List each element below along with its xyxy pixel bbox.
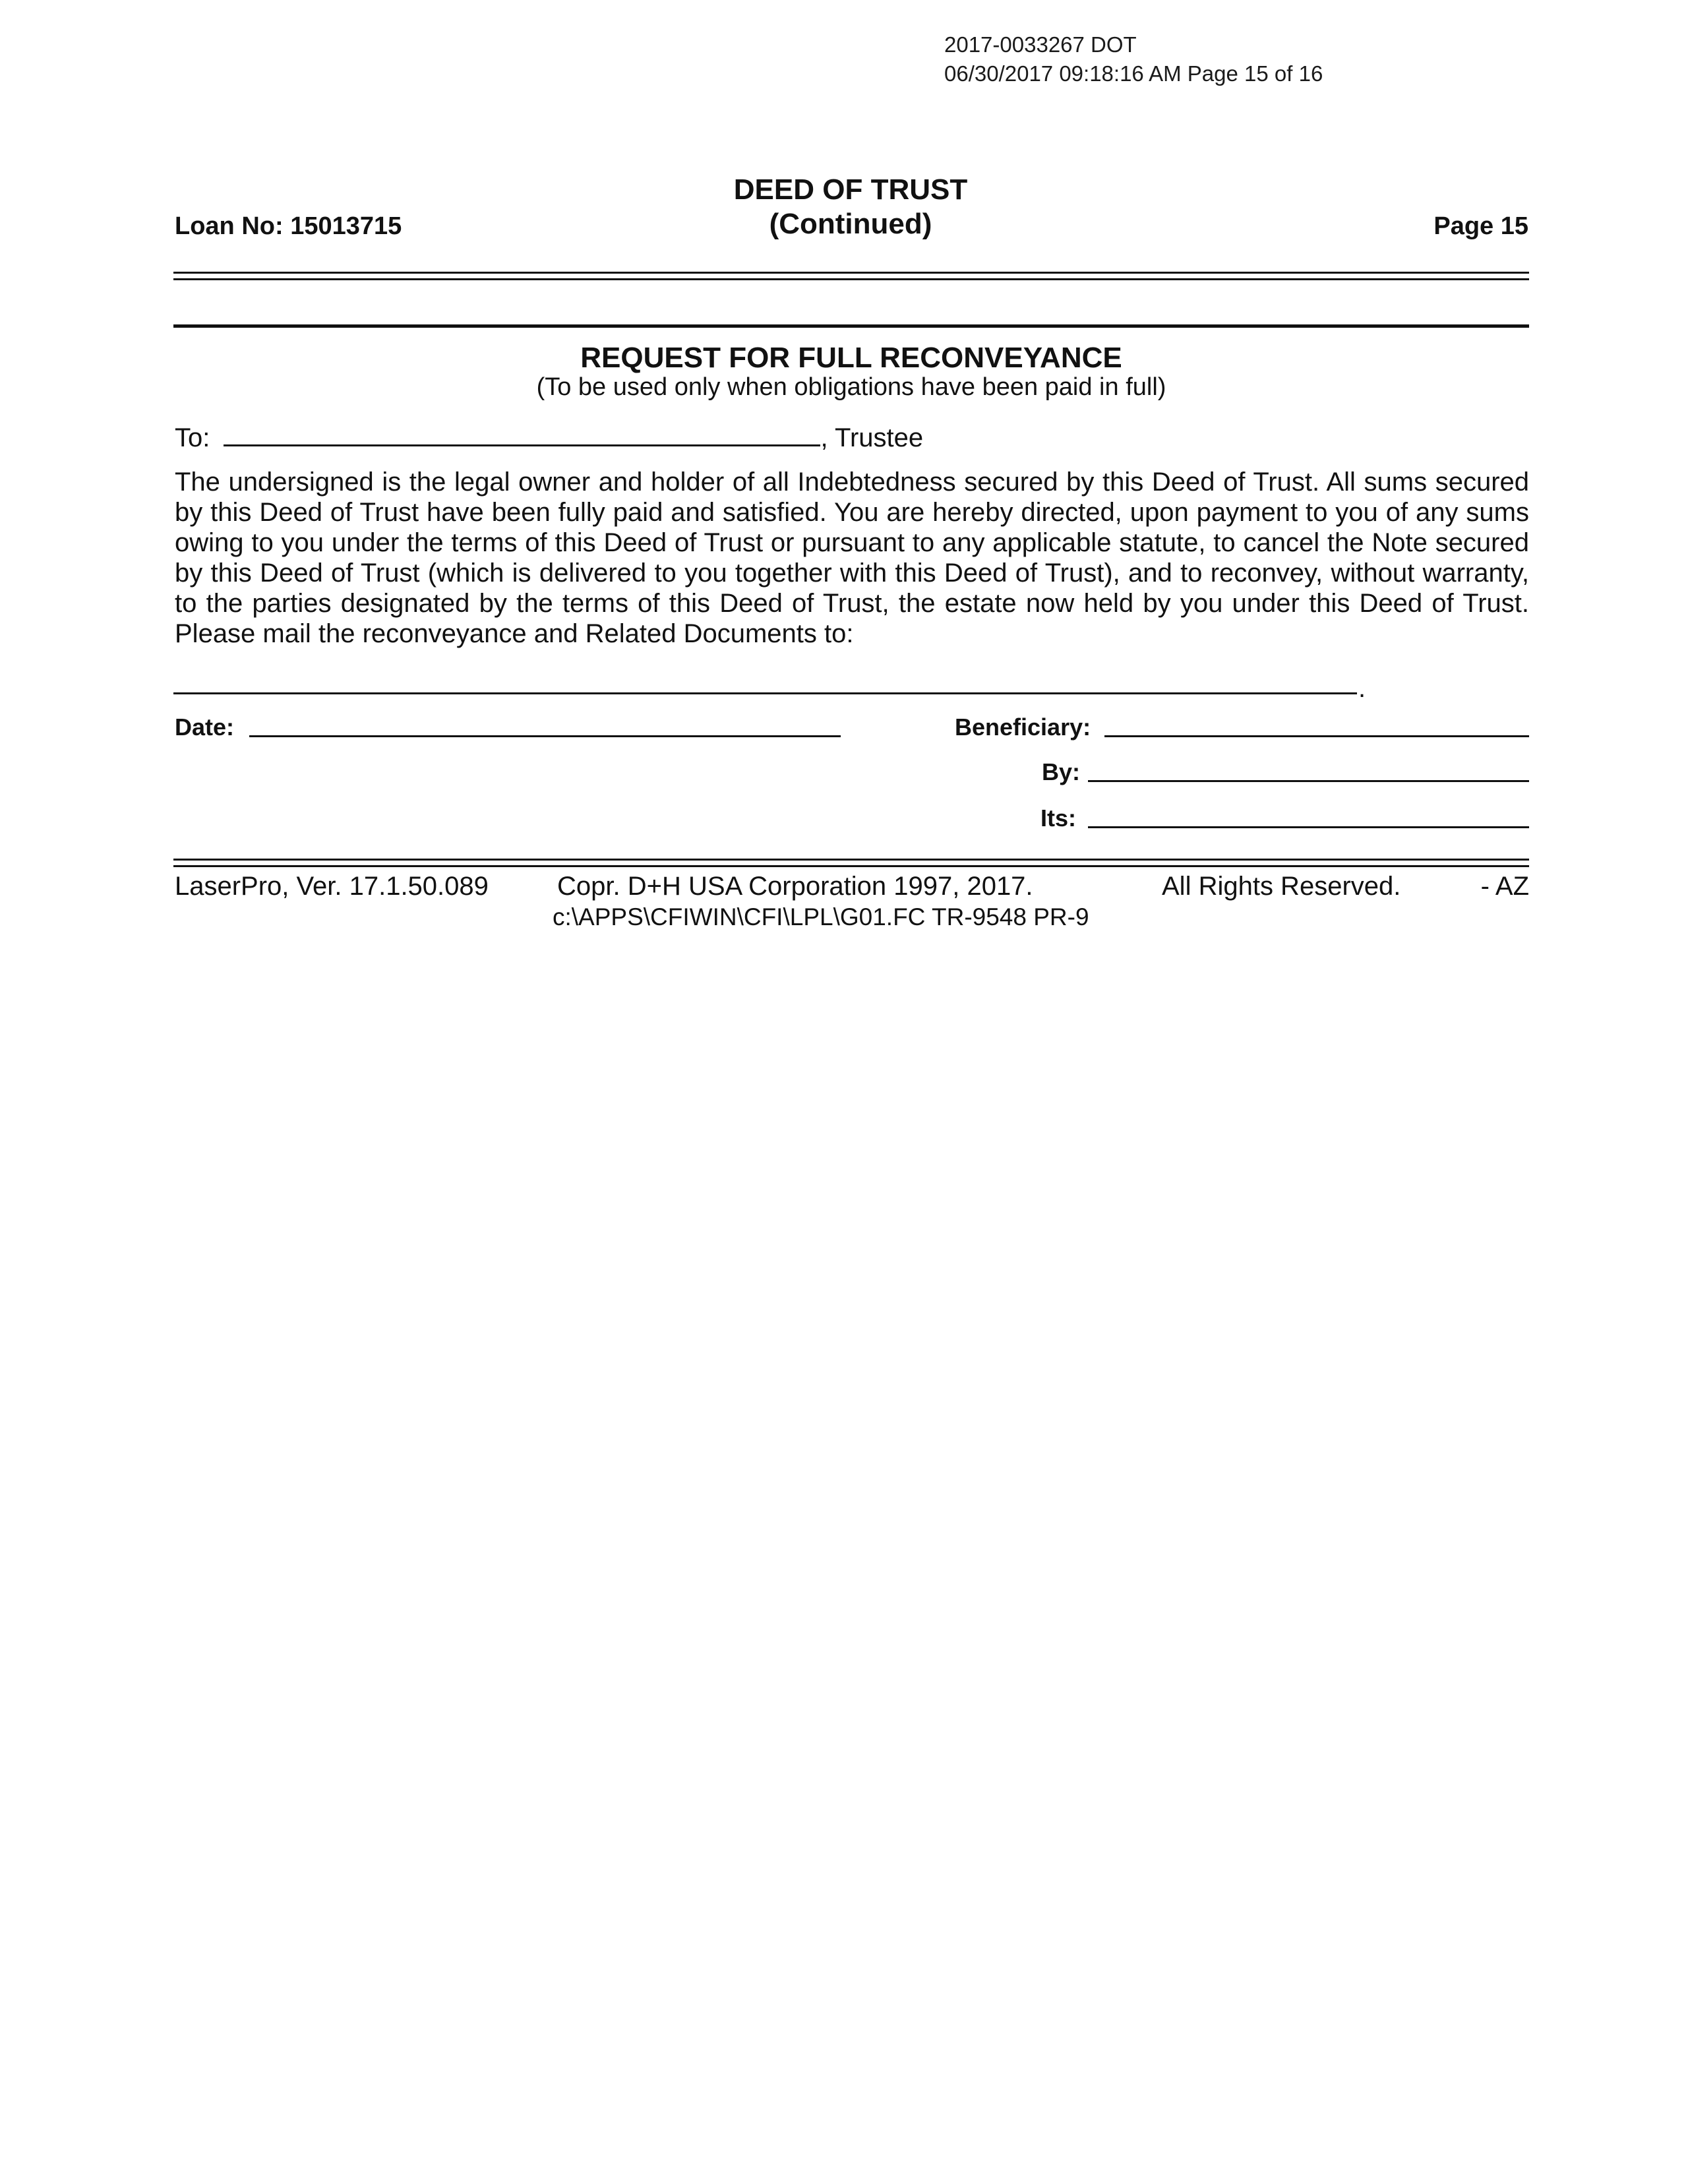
document-subtitle: (Continued) — [769, 208, 932, 240]
software-version: LaserPro, Ver. 17.1.50.089 — [175, 872, 489, 901]
footer-rule-1 — [173, 859, 1529, 861]
state-code: - AZ — [1480, 872, 1529, 901]
page-number: Page 15 — [1433, 212, 1528, 240]
section-subtitle: (To be used only when obligations have been paid in full) — [536, 373, 1166, 401]
its-field[interactable] — [1088, 826, 1529, 828]
form-path: c:\APPS\CFIWIN\CFI\LPL\G01.FC TR-9548 PR-9 — [553, 903, 1089, 930]
beneficiary-label: Beneficiary: — [955, 713, 1091, 741]
date-field[interactable] — [249, 735, 841, 737]
copyright: Copr. D+H USA Corporation 1997, 2017. — [557, 872, 1033, 901]
document-title: DEED OF TRUST — [733, 173, 968, 206]
by-field[interactable] — [1088, 780, 1529, 782]
footer-line — [175, 872, 1529, 901]
its-label: Its: — [1040, 804, 1076, 832]
by-label: By: — [1042, 758, 1081, 785]
mailing-address-period: . — [1358, 674, 1366, 703]
header-rule-2 — [173, 278, 1529, 280]
recording-number: 2017-0033267 DOT — [944, 32, 1137, 57]
section-rule — [173, 324, 1529, 328]
section-title: REQUEST FOR FULL RECONVEYANCE — [580, 342, 1122, 374]
recording-stamp — [944, 30, 1323, 88]
mailing-address-field[interactable] — [173, 692, 1357, 694]
loan-number: Loan No: 15013715 — [175, 212, 402, 240]
footer-rule-2 — [173, 865, 1529, 867]
date-label: Date: — [175, 713, 235, 741]
beneficiary-field[interactable] — [1104, 735, 1529, 737]
header-rule-1 — [173, 272, 1529, 274]
trustee-name-field[interactable] — [224, 425, 820, 446]
rights-reserved: All Rights Reserved. — [1162, 872, 1401, 901]
reconveyance-paragraph: The undersigned is the legal owner and holder of all Indebtedness secured by this Deed of Trust. All sums secured by this Deed of Trust have been fully paid and satisfied. You are hereby directed, upon payment to you of any sums owing to you under the terms of this Deed of Trust or pursuant to any applicable statute, to cancel the Note secured by this Deed of Trust (which is delivered to you together with this Deed of Trust), and to reconvey, without warranty, to the parties designated by the terms of this Deed of Trust, the estate now held by you under this Deed of Trust. Please mail the reconveyance and Related Documents to: — [175, 468, 1529, 648]
trustee-row — [175, 423, 923, 453]
recording-date-page: 06/30/2017 09:18:16 AM Page 15 of 16 — [944, 61, 1323, 86]
to-label: To: — [175, 423, 210, 452]
trustee-suffix: , Trustee — [820, 423, 924, 452]
